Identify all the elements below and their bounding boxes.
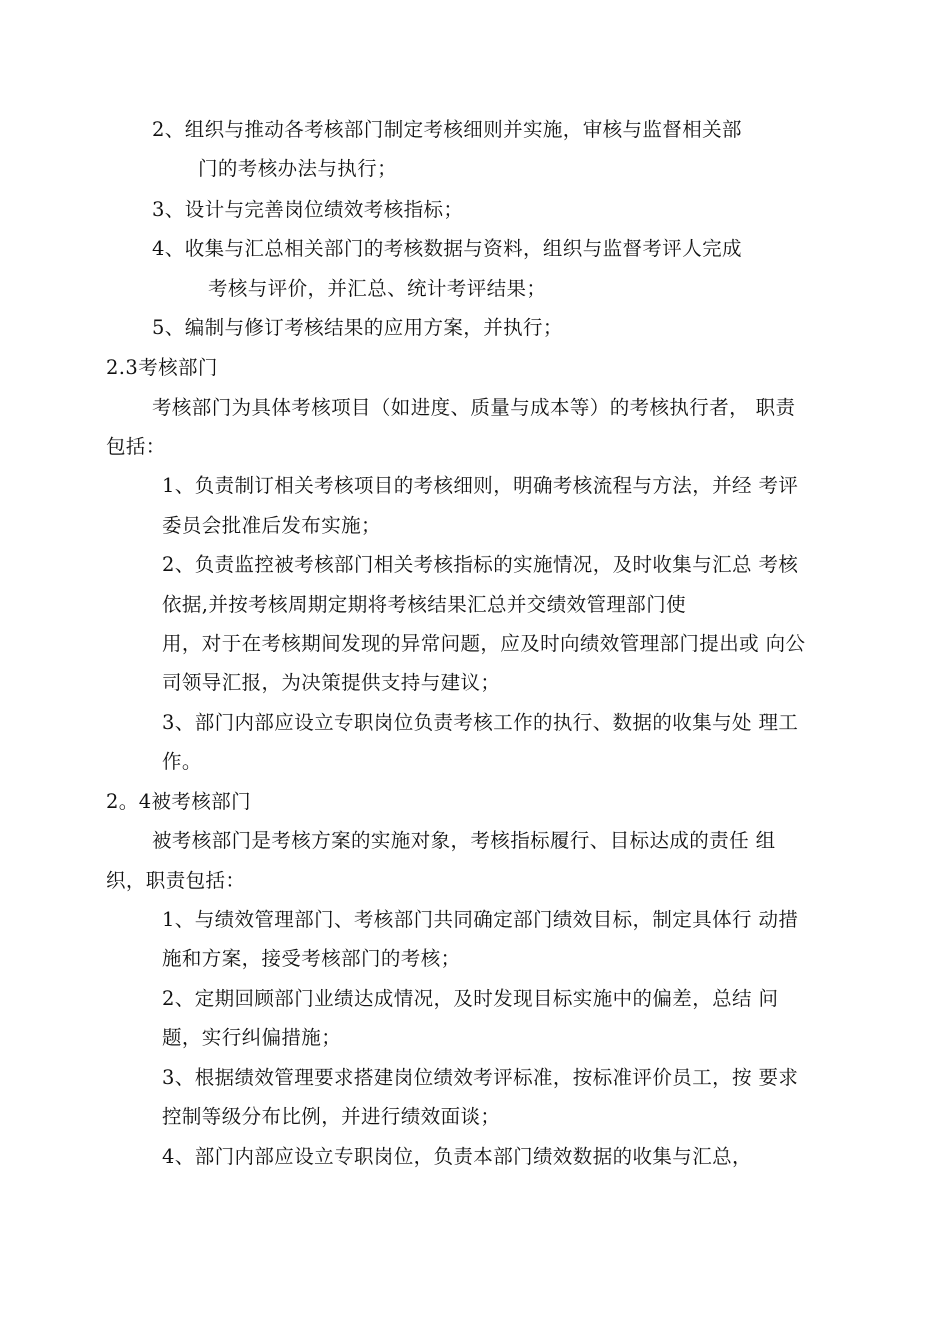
text-line-5: 考核与评价，并汇总、统计考评结果；: [208, 277, 547, 300]
section-heading-2-4: 2。4被考核部门: [106, 790, 252, 813]
text-line-23: 2、定期回顾部门业绩达成情况，及时发现目标实施中的偏差，总结 问: [162, 987, 779, 1010]
text-line-25: 3、根据绩效管理要求搭建岗位绩效考评标准，按标准评价员工，按 要求: [162, 1066, 799, 1089]
text-line-16: 3、部门内部应设立专职岗位负责考核工作的执行、数据的收集与处 理工: [162, 711, 799, 734]
text-line-2: 门的考核办法与执行；: [198, 157, 398, 180]
text-line-21: 1、与绩效管理部门、考核部门共同确定部门绩效目标，制定具体行 动措: [162, 908, 799, 931]
text-line-27: 4、部门内部应设立专职岗位，负责本部门绩效数据的收集与汇总，: [162, 1145, 752, 1168]
text-line-13: 依据,并按考核周期定期将考核结果汇总并交绩效管理部门使: [162, 593, 686, 616]
text-line-20: 织，职责包括：: [106, 869, 246, 892]
text-line-4: 4、收集与汇总相关部门的考核数据与资料，组织与监督考评人完成: [152, 237, 742, 260]
text-line-3: 3、设计与完善岗位绩效考核指标；: [152, 198, 464, 221]
section-heading-2-3: 2.3考核部门: [106, 356, 218, 379]
text-line-22: 施和方案，接受考核部门的考核；: [162, 947, 461, 970]
text-line-6: 5、编制与修订考核结果的应用方案，并执行；: [152, 316, 563, 339]
text-line-24: 题，实行纠偏措施；: [162, 1026, 342, 1049]
text-line-11: 委员会批准后发布实施；: [162, 514, 381, 537]
text-line-17: 作。: [162, 750, 202, 773]
text-line-9: 包括：: [106, 435, 166, 458]
text-line-26: 控制等级分布比例，并进行绩效面谈；: [162, 1105, 501, 1128]
text-line-15: 司领导汇报，为决策提供支持与建议；: [162, 671, 501, 694]
text-line-19: 被考核部门是考核方案的实施对象，考核指标履行、目标达成的责任 组: [152, 829, 776, 852]
text-line-8: 考核部门为具体考核项目（如进度、质量与成本等）的考核执行者， 职责: [152, 396, 796, 419]
text-line-12: 2、负责监控被考核部门相关考核指标的实施情况，及时收集与汇总 考核: [162, 553, 799, 576]
text-line-14: 用，对于在考核期间发现的异常问题，应及时向绩效管理部门提出或 向公: [162, 632, 806, 655]
text-line-10: 1、负责制订相关考核项目的考核细则，明确考核流程与方法，并经 考评: [162, 474, 799, 497]
text-line-1: 2、组织与推动各考核部门制定考核细则并实施，审核与监督相关部: [152, 118, 742, 141]
